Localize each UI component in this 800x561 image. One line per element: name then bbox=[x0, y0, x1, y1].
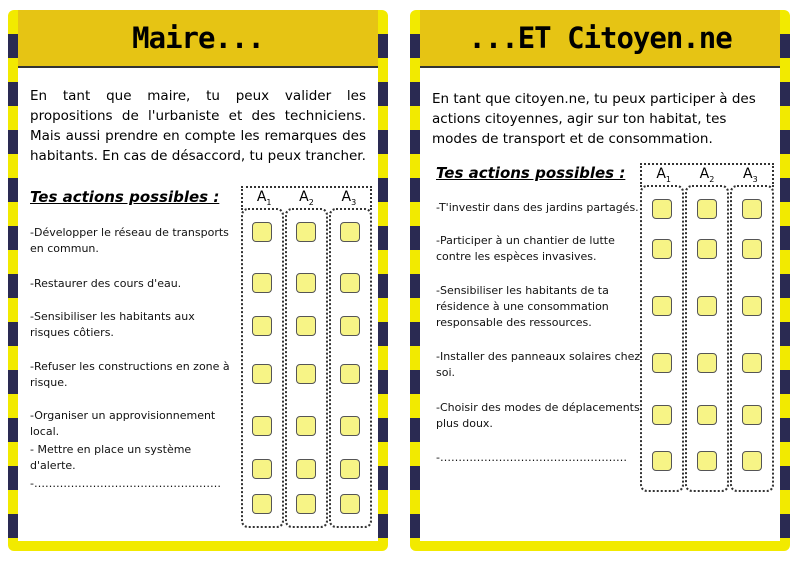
citizen-card-body bbox=[420, 10, 780, 541]
mayor-checkbox-4-a1[interactable] bbox=[252, 364, 272, 384]
mayor-col-header-1: $A_1$ bbox=[256, 189, 272, 207]
citizen-checkbox-1-a2[interactable] bbox=[697, 199, 717, 219]
mayor-checkbox-6-a1[interactable] bbox=[252, 459, 272, 479]
mayor-checkbox-5-a3[interactable] bbox=[340, 416, 360, 436]
citizen-action-6: -…………………………………………… bbox=[436, 451, 627, 464]
citizen-card bbox=[410, 10, 790, 551]
mayor-checkbox-2-a2[interactable] bbox=[296, 273, 316, 293]
citizen-col-header-1: $A_1$ bbox=[656, 166, 671, 184]
mayor-checkbox-2-a1[interactable] bbox=[252, 273, 272, 293]
citizen-title: ...ET Citoyen.ne bbox=[468, 21, 732, 55]
mayor-checkbox-7-a2[interactable] bbox=[296, 494, 316, 514]
mayor-columns-header bbox=[241, 186, 372, 210]
citizen-checkbox-4-a2[interactable] bbox=[697, 353, 717, 373]
mayor-action-5: -Organiser un approvisionnement local. bbox=[30, 409, 216, 438]
citizen-col-header-2: $A_2$ bbox=[699, 166, 715, 184]
citizen-columns-header bbox=[640, 163, 774, 187]
citizen-title-banner bbox=[420, 10, 780, 68]
mayor-checkbox-1-a2[interactable] bbox=[296, 222, 316, 242]
citizen-checkbox-1-a3[interactable] bbox=[742, 199, 762, 219]
citizen-column-a3 bbox=[730, 185, 774, 492]
mayor-checkbox-3-a3[interactable] bbox=[340, 316, 360, 336]
citizen-action-3: -Sensibiliser les habitants de ta résidence à une consommation responsable des ressources. bbox=[436, 284, 609, 329]
mayor-card-body bbox=[18, 10, 378, 541]
mayor-checkbox-6-a2[interactable] bbox=[296, 459, 316, 479]
citizen-col-header-3: $A_3$ bbox=[742, 166, 758, 184]
citizen-column-a2 bbox=[685, 185, 729, 492]
citizen-action-2: -Participer à un chantier de lutte contre les espèces invasives. bbox=[436, 234, 615, 263]
citizen-action-1: -T'investir dans des jardins partagés. bbox=[436, 201, 639, 214]
citizen-checkbox-3-a2[interactable] bbox=[697, 296, 717, 316]
mayor-checkbox-7-a3[interactable] bbox=[340, 494, 360, 514]
mayor-checkbox-3-a1[interactable] bbox=[252, 316, 272, 336]
mayor-card bbox=[8, 10, 388, 551]
citizen-checkbox-5-a2[interactable] bbox=[697, 405, 717, 425]
mayor-checkbox-1-a1[interactable] bbox=[252, 222, 272, 242]
citizen-action-4: -Installer des panneaux solaires chez soi. bbox=[436, 350, 641, 379]
citizen-action-5: -Choisir des modes de déplacements plus doux. bbox=[436, 401, 640, 430]
citizen-column-a1 bbox=[640, 185, 684, 492]
mayor-checkbox-5-a1[interactable] bbox=[252, 416, 272, 436]
mayor-checkbox-3-a2[interactable] bbox=[296, 316, 316, 336]
mayor-checkbox-2-a3[interactable] bbox=[340, 273, 360, 293]
citizen-checkbox-5-a1[interactable] bbox=[652, 405, 672, 425]
mayor-action-6: - Mettre en place un système d'alerte. bbox=[30, 443, 192, 472]
citizen-checkbox-3-a1[interactable] bbox=[652, 296, 672, 316]
citizen-checkbox-2-a2[interactable] bbox=[697, 239, 717, 259]
mayor-action-4: -Refuser les constructions en zone à risque. bbox=[30, 360, 230, 389]
mayor-checkbox-6-a3[interactable] bbox=[340, 459, 360, 479]
mayor-checkbox-5-a2[interactable] bbox=[296, 416, 316, 436]
citizen-checkbox-4-a1[interactable] bbox=[652, 353, 672, 373]
mayor-checkbox-4-a3[interactable] bbox=[340, 364, 360, 384]
mayor-title-banner bbox=[18, 10, 378, 68]
citizen-checkbox-1-a1[interactable] bbox=[652, 199, 672, 219]
citizen-checkbox-2-a1[interactable] bbox=[652, 239, 672, 259]
citizen-checkbox-2-a3[interactable] bbox=[742, 239, 762, 259]
mayor-title: Maire... bbox=[132, 21, 264, 55]
citizen-checkbox-6-a3[interactable] bbox=[742, 451, 762, 471]
citizen-checkbox-5-a3[interactable] bbox=[742, 405, 762, 425]
mayor-action-3: -Sensibiliser les habitants aux risques côtiers. bbox=[30, 310, 195, 339]
citizen-checkbox-3-a3[interactable] bbox=[742, 296, 762, 316]
citizen-checkbox-6-a2[interactable] bbox=[697, 451, 717, 471]
mayor-col-header-2: $A_2$ bbox=[299, 189, 314, 207]
mayor-action-7: -…………………………………………… bbox=[30, 477, 221, 490]
citizen-actions-title: Tes actions possibles : bbox=[436, 164, 626, 182]
mayor-checkbox-4-a2[interactable] bbox=[296, 364, 316, 384]
mayor-action-2: -Restaurer des cours d'eau. bbox=[30, 277, 182, 290]
mayor-actions-title: Tes actions possibles : bbox=[30, 188, 220, 206]
citizen-checkbox-4-a3[interactable] bbox=[742, 353, 762, 373]
mayor-intro: En tant que maire, tu peux valider les propositions de l'urbaniste et des techniciens. Mais aussi prendre en compte les remarques des habitants. En cas de désaccord, tu peux trancher. bbox=[30, 88, 366, 164]
citizen-intro: En tant que citoyen.ne, tu peux participer à des actions citoyennes, agir sur ton habitat, tes modes de transport et de consommation. bbox=[432, 91, 756, 147]
mayor-checkbox-1-a3[interactable] bbox=[340, 222, 360, 242]
mayor-action-1: -Développer le réseau de transports en commun. bbox=[30, 226, 229, 255]
mayor-checkbox-7-a1[interactable] bbox=[252, 494, 272, 514]
citizen-checkbox-6-a1[interactable] bbox=[652, 451, 672, 471]
mayor-col-header-3: $A_3$ bbox=[341, 189, 357, 207]
